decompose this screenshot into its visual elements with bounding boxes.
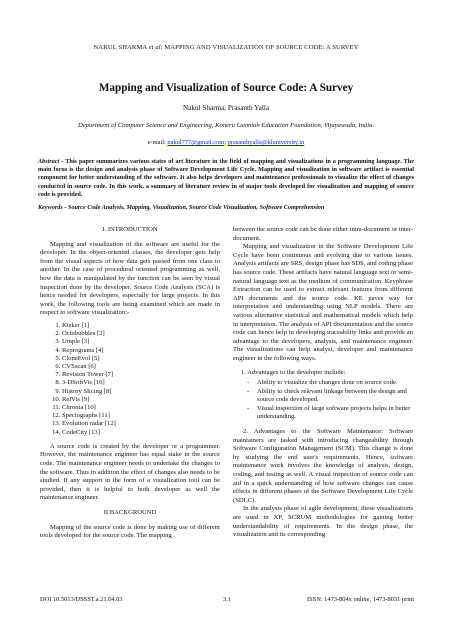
- email-link-2[interactable]: prasanthyalla@kluniversity.in: [227, 139, 305, 146]
- intro-paragraph-1: Mapping and visualization of the software are useful for the developer. In the object-oriented classes, the developer gets help from the visual aspects of how data gets passed from one class to another. In the case of procedural oriented programming as well, how the data is manipulated by the function can be seen by visual inspection done by the developer. Source Code Analysis (SCA) is hence needed for developers, especially for large projects. In this work, the following tools are being examined which are made in respect to software visualization:-: [40, 240, 220, 317]
- email-link-1[interactable]: nakul777@gmail.com: [167, 139, 225, 146]
- tool-list-item: 7. Revision Tower [7]: [62, 371, 220, 379]
- tools-list: [40, 322, 220, 437]
- developer-advantage-item: - Ability to visualize the changes done on source code.: [247, 379, 413, 388]
- running-head-title: : MAPPING AND VISUALIZATION OF SOURCE CODE: A SURVEY: [160, 44, 359, 51]
- tool-list-item: 8. 3-DSoftVis [16]: [62, 379, 220, 387]
- tool-list-item: 11. Chronia [10]: [62, 404, 220, 412]
- email-separator: ;: [224, 139, 228, 146]
- tool-list-item: 14. CodeCity [13]: [62, 429, 220, 437]
- background-paragraph-1: Mapping of the source code is done by making use of different tools developed for the source code. The mapping: [40, 523, 220, 540]
- agile-paragraph: In the analysis phase of agile development, these visualizations are used in XP, SCRUM methodologies for gaining better understandability of requirements. In the design phase, the visualization and its corresponding: [233, 505, 413, 539]
- tool-list-item: 5. CloneEvol [5]: [62, 355, 220, 363]
- developer-advantages-list: [233, 379, 413, 422]
- tool-list-item: 12. Spectographs [11]: [62, 412, 220, 420]
- footer-doi: DOI 10.5013/IJSSST.a.21.04.03: [40, 596, 123, 603]
- right-column: [233, 226, 413, 540]
- email-line: [0, 139, 452, 146]
- email-label: e-mail:: [147, 139, 168, 146]
- developer-advantage-item: - Visual inspection of large software projects helps in better understanding.: [247, 405, 413, 422]
- running-head-etal: et al: [148, 44, 161, 51]
- tool-list-item: 4. Reprograms [4]: [62, 347, 220, 355]
- intro-paragraph-2: A source code is created by the developer or a programmer. However, the maintenance engineer has equal stake in the source code. The maintenance engineer needs to undertake the changes to the software. Thus in addition the effect of changes also needs to be studied. If any support in the form of a visualization tool can be provided, then it is helpful to both developer as well the maintenance engineer.: [40, 442, 220, 502]
- background-paragraph-2: Mapping and visualization in the Software Development Life Cycle have been continuous and evolving due to various issues. Analysis artifacts are SRS, design phase has SDS, and coding phase has source code. These artifacts have natural language text or semi-natural language text as the medium of communication. Keyphrase Extraction can be used to extract relevant features from different API documents and the source code. KE paves way for interpretation and understanding using NLP models. There are various alternative statistical and mathematical models which help in interpretation. The analysis of API documentation and the source code can hence help in developing traceability links and provide an advantage to the developers, analysts, and maintenance engineer. The visualizations can help analyst, developer and maintenance engineer in the following ways.: [233, 243, 413, 362]
- abstract-label: Abstract -: [38, 158, 64, 165]
- tool-list-item: 9. History Slicing [8]: [62, 388, 220, 396]
- tool-list-item: 2. Octobubbles [2]: [62, 330, 220, 338]
- running-head: [0, 44, 452, 51]
- tool-list-item: 3. Umple [3]: [62, 338, 220, 346]
- developer-advantages-heading: 1. Advantages to the developer include:: [241, 368, 346, 376]
- introduction-heading: I. INTRODUCTION: [102, 226, 158, 233]
- tool-list-item: 1. Kieker [1]: [62, 322, 220, 330]
- paper-title: Mapping and Visualization of Source Code: A Survey: [98, 82, 354, 94]
- left-column: [40, 226, 220, 541]
- background-paragraph-1-cont: between the source code can be done either intra-document or inter-document.: [233, 226, 413, 242]
- background-heading: II BACKGROUND: [103, 508, 157, 516]
- tool-list-item: 10. RelVis [9]: [62, 396, 220, 404]
- footer-page-number: 3.1: [223, 596, 231, 603]
- running-head-authors: NAKUL SHARMA: [93, 44, 149, 51]
- abstract: [38, 158, 414, 199]
- paper-affiliation: Department of Computer Science and Engineering, Koneru Laxmiah Education Foundation, Vijayawada, India.: [77, 122, 374, 129]
- abstract-text: This paper summarizes various states of art literature in the field of mapping and visualizations in a programming language. The main focus is the design and analysis phase of Software Development Life Cycle. Mapping and visualization in software artifact is essential component for better understanding of the software. It also helps developers and maintenance professionals to visualize the effect of changes conducted in source code. In this work, a summary of literature review in of major tools developed for visualization and mapping of source code is provided.: [38, 158, 414, 198]
- paper-authors: Nakul Sharma, Prasanth Yalla: [182, 104, 270, 112]
- tool-list-item: 6. CVSscan [6]: [62, 363, 220, 371]
- tool-list-item: 13. Evolution radar [12]: [62, 420, 220, 428]
- footer-issn: ISSN: 1473-804x online, 1473-8031 print: [306, 596, 414, 603]
- developer-advantage-item: - Ability to check relevant linkage between the design and source code developed.: [247, 388, 413, 405]
- maintenance-advantages-paragraph: 2. Advantages to the Software Maintenance: Software maintainers are tasked with introducing changeability through Software Configuration Management (SCM). This change is done by studying the end user's requirements. Hence, software maintenance work involves the knowledge of analysis, design, coding, and testing as well. A visual inspection of source code can aid in a quick understanding of how software changes can cause effects in different phases of the Software Development Life Cycle (SDLC).: [233, 428, 413, 504]
- keywords: Keywords - Source Code Analysis, Mapping, Visualization, Source Code Visualization, Software Comprehension: [38, 204, 325, 211]
